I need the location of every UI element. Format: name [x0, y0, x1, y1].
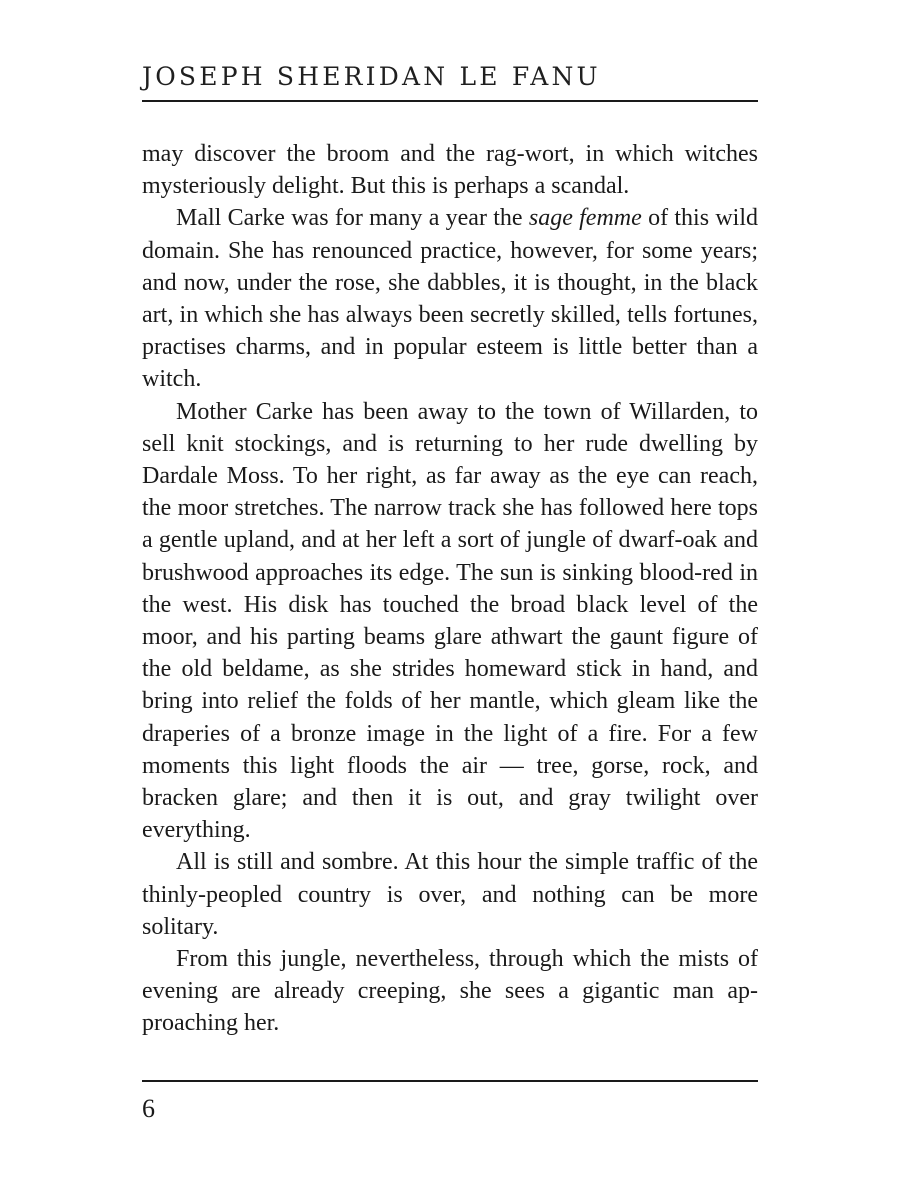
paragraph — [142, 396, 758, 847]
running-head: JOSEPH SHERIDAN LE FANU — [142, 62, 601, 91]
text-run: From this jungle, nevertheless, through which the mists of evening are already creeping, she sees a gigantic man approaching her. — [142, 946, 758, 1037]
paragraph — [142, 138, 758, 202]
text-run: may discover the broom and the rag-wort, in which witches mysteriously delight. But this is perhaps a scandal. — [142, 141, 758, 200]
italic-phrase: sage femme — [528, 205, 642, 232]
paragraph — [142, 943, 758, 1040]
paragraph — [142, 202, 758, 395]
text-run: Mall Carke was for many a year the — [176, 205, 529, 232]
body-text — [142, 138, 758, 1040]
text-run: of this wild domain. She has renounced practice, however, for some years; and now, under the rose, she dabbles, it is thought, in the black art, in which she has always been secretly skilled, tells fortunes, practises charms, and in popular esteem is little better than a witch. — [142, 205, 758, 393]
footer-rule — [142, 1080, 758, 1082]
text-run: All is still and sombre. At this hour the simple traffic of the thinly-peopled country is over, and nothing can be more solitary. — [142, 849, 758, 940]
text-run: Mother Carke has been away to the town of Willarden, to sell knit stockings, and is returning to her rude dwelling by Dardale Moss. To her right, as far away as the eye can reach, the moor stretches. The narrow track she has followed here tops a gentle upland, and at her left a sort of jungle of dwarf-oak and brushwood approaches its edge. The sun is sinking blood-red in the west. His disk has touched the broad black level of the moor, and his parting beams glare athwart the gaunt figure of the old beldame, as she strides homeward stick in hand, and bring into relief the folds of her mantle, which gleam like the draperies of a bronze image in the light of a fire. For a few moments this light floods the air — tree, gorse, rock, and bracken glare; and then it is out, and gray twilight over everything. — [142, 398, 758, 844]
page-number: 6 — [142, 1094, 155, 1123]
header-rule — [142, 100, 758, 102]
paragraph — [142, 846, 758, 943]
